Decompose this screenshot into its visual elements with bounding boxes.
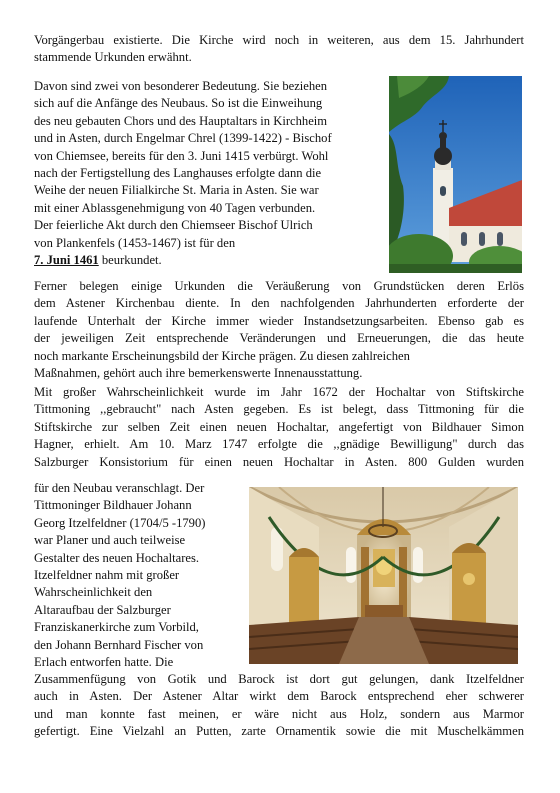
paragraph-1	[34, 32, 524, 67]
text-line: Franziskanerkirche zum Vorbild,	[34, 620, 199, 635]
text-line: Erlach entworfen hatte. Die	[34, 655, 174, 670]
text-line: laufende Unterhalt der Kirche immer wieder Instandsetzungsarbeiten. Ebenso gab es	[34, 313, 524, 328]
date-suffix: beurkundet.	[98, 253, 162, 268]
church-interior-photo	[249, 487, 518, 664]
text-line: Der feierliche Akt durch den Chiemseer Bischof Ulrich	[34, 218, 313, 233]
text-line: nach der Fertigstellung des Langhauses erfolgte dann die	[34, 166, 322, 181]
highlighted-date: 7. Juni 1461	[34, 253, 99, 268]
text-line: Tittmoninger Bildhauer Johann	[34, 498, 192, 513]
text-line: Weihe der neuen Filialkirche St. Maria in Asten. Sie war	[34, 183, 319, 198]
text-line: Hagner, erhielt. Am 10. Marz 1747 erfolgte die ,,gnädige Bewilligung" durch das	[34, 437, 524, 452]
text-line: den Johann Bernhard Fischer von	[34, 637, 204, 652]
text-line: stammende Urkunden erwähnt.	[34, 50, 192, 65]
church-exterior-photo	[389, 76, 522, 273]
text-line: des neu gebauten Chors und des Hauptaltars in Kirchheim	[34, 113, 328, 128]
text-line: für den Neubau veranschlagt. Der	[34, 481, 205, 495]
church-interior-image	[249, 487, 518, 664]
text-line: Altaraufbau der Salzburger	[34, 602, 171, 617]
paragraph-3	[34, 278, 524, 382]
text-line: Vorgängerbau existierte. Die Kirche wird noch in weiteren, aus dem 15. Jahrhundert	[34, 33, 524, 47]
text-line: Salzburger Konsistorium für einen neuen Hochaltar in Asten. 800 Gulden wurden	[34, 454, 524, 469]
text-line: Tittmoning ,,gebraucht" nach Asten gegeben. Es ist belegt, dass Tittmoning für die	[34, 402, 524, 417]
church-exterior-image	[389, 76, 522, 273]
text-line: Georg Itzelfeldner (1704/5 -1790)	[34, 515, 206, 530]
text-line: Gestalter des neuen Hochaltares.	[34, 550, 200, 565]
paragraph-4-column	[34, 480, 244, 671]
text-line: dem Astener Kirchenbau diente. In den nachfolgenden Jahrhunderten erforderte der	[34, 296, 524, 311]
text-line: war Planer und auch teilweise	[34, 533, 186, 548]
text-line: Stiftskirche zur selben Zeit einen neuen Hochaltar, angefertigt von Bildhauer Simon	[34, 419, 524, 434]
text-line	[34, 252, 379, 269]
text-line: und in Asten, durch Engelmar Chrel (1399-1422) - Bischof	[34, 131, 332, 146]
text-line: Davon sind zwei von besonderer Bedeutung. Sie beziehen	[34, 79, 328, 93]
text-line: noch markante Erscheinungsbild der Kirche prägen. Zu diesen zahlreichen	[34, 348, 410, 363]
text-line: der jeweiligen Zeit entsprechende Veränderungen und Erneuerungen, die das heute	[34, 331, 524, 346]
text-line: von Chiemsee, bereits für den 3. Juni 1415 verbürgt. Wohl	[34, 148, 329, 163]
paragraph-4-continued	[34, 671, 524, 741]
text-line: Zusammenfügung von Gotik und Barock ist dort gut gelungen, dank Itzelfeldner	[34, 672, 524, 686]
text-line: Mit großer Wahrscheinlichkeit wurde im Jahr 1672 der Hochaltar von Stiftskirche	[34, 385, 524, 399]
paragraph-4	[34, 384, 524, 471]
text-line: Wahrscheinlichkeit den	[34, 585, 153, 600]
text-line: und man konnte fast meinen, er wäre nicht aus Holz, sondern aus Marmor	[34, 706, 524, 721]
paragraph-2	[34, 78, 379, 269]
text-line: auch in Asten. Der Astener Altar wirkt dem Barock entsprechend eher schwerer	[34, 689, 524, 704]
text-line: gefertigt. Eine Vielzahl an Putten, zarte Ornamentik sowie die mit Muschelkämmen	[34, 724, 524, 739]
text-line: von Plankenfels (1453-1467) ist für den	[34, 235, 236, 250]
text-line: mit einer Ablassgenehmigung von 40 Tagen verbunden.	[34, 200, 316, 215]
text-line: Ferner belegen einige Urkunden die Veräußerung von Grundstücken deren Erlös	[34, 279, 524, 293]
text-line: sich auf die Anfänge des Neubaus. So ist die Einweihung	[34, 96, 323, 111]
text-line: Maßnahmen, gehört auch ihre bemerkenswerte Innenausstattung.	[34, 366, 363, 381]
text-line: Itzelfeldner nahm mit großer	[34, 568, 180, 583]
